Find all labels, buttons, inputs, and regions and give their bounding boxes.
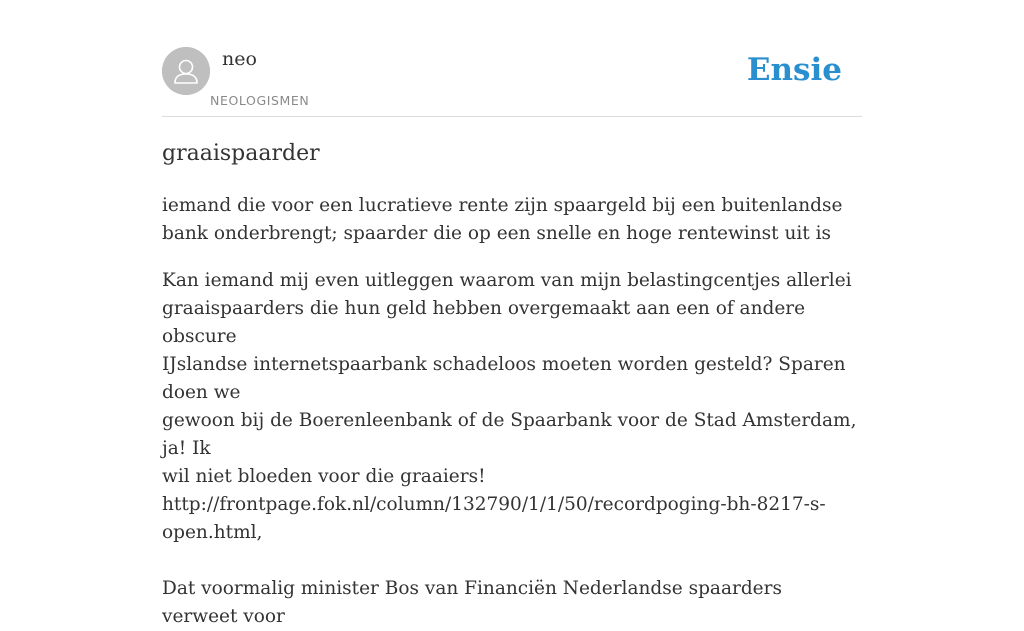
avatar[interactable] xyxy=(162,47,210,95)
example-line: IJslandse internetspaarbank schadeloos moeten worden gesteld? Sparen doen we xyxy=(162,354,846,403)
example-line: graaispaarders die hun geld hebben overgemaakt aan een of andere obscure xyxy=(162,298,806,347)
category-label[interactable]: NEOLOGISMEN xyxy=(210,93,310,108)
example-line: gewoon bij de Boerenleenbank of de Spaarbank voor de Stad Amsterdam, ja! Ik xyxy=(162,410,857,459)
entry-definition: iemand die voor een lucratieve rente zijn spaargeld bij een buitenlandse bank onderbrengt; spaarder die op een snelle en hoge rentewinst uit is xyxy=(162,195,843,244)
example-line: Kan iemand mij even uitleggen waarom van mijn belastingcentjes allerlei xyxy=(162,270,852,291)
example-link-line: open.html, xyxy=(162,522,263,543)
author-name[interactable]: neo xyxy=(222,48,257,70)
paragraph-gap xyxy=(162,547,862,575)
ensie-logo[interactable]: Ensie xyxy=(746,52,842,88)
example-line: wil niet bloeden voor die graaiers! xyxy=(162,466,486,487)
example-line: Dat voormalig minister Bos van Financiën Nederlandse spaarders verweet voor xyxy=(162,578,782,627)
user-silhouette-icon xyxy=(162,47,210,95)
entry-title: graaispaarder xyxy=(162,141,320,166)
entry-header xyxy=(162,47,862,117)
entry-example xyxy=(162,267,862,631)
example-link-line: http://frontpage.fok.nl/column/132790/1/1/50/recordpoging-bh-8217-s- xyxy=(162,494,826,515)
